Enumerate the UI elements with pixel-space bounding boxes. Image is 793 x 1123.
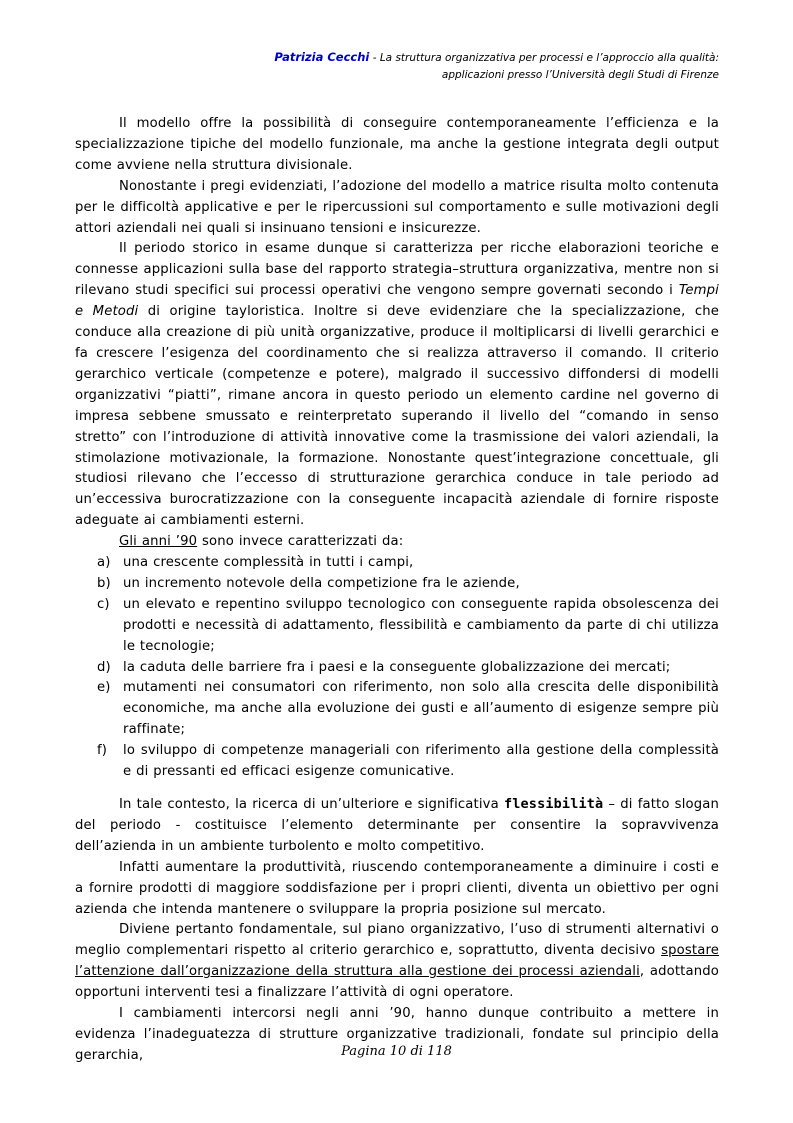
paragraph-4-underlined: Gli anni ’90 <box>119 534 198 550</box>
paragraph-4 <box>75 532 719 553</box>
list-item <box>75 574 719 595</box>
list-item <box>75 741 719 783</box>
paragraph-6: Infatti aumentare la produttività, riuscendo contemporaneamente a diminuire i costi e a fornire prodotti di maggiore soddisfazione per i propri clienti, diventa un obiettivo per ogni azienda che intenda mantenere o sviluppare la propria posizione sul mercato. <box>75 859 719 917</box>
paragraph-7-underlined: spostare l’attenzione dall’organizzazione della struttura alla gestione dei processi aziendali <box>75 943 719 980</box>
header-title-line-2: applicazioni presso l’Università degli Studi di Firenze <box>441 69 719 81</box>
list-item <box>75 553 719 574</box>
paragraph-3-italic-term: Tempi e Metodi <box>75 283 719 320</box>
document-body <box>75 114 719 1067</box>
header-separator: - <box>369 52 380 64</box>
paragraph-7-text-b: , adottando opportuni interventi tesi a finalizzare l’attività di ogni operatore. <box>75 964 719 1001</box>
paragraph-8: I cambiamenti intercorsi negli anni ’90, hanno dunque contribuito a mettere in evidenza l’inadeguatezza di strutture organizzative tradizionali, fondate sul principio della gerarchia, <box>75 1006 719 1063</box>
paragraph-2: Nonostante i pregi evidenziati, l’adozione del modello a matrice risulta molto contenuta per le difficoltà applicative e per le ripercussioni sul comportamento e sulle motivazioni degli attori aziendali nei quali si insinuano tensioni e insicurezze. <box>75 178 719 236</box>
list-item-text: lo sviluppo di competenze manageriali con riferimento alla gestione della complessità e di pressanti ed efficaci esigenze comunicative. <box>123 743 719 780</box>
paragraph-3-text-a: Il periodo storico in esame dunque si caratterizza per ricche elaborazioni teoriche e connesse applicazioni sulla base del rapporto strategia–struttura organizzativa, mentre non si rilevano studi specifici sui processi operativi che vengono sempre governati secondo i <box>75 241 719 299</box>
paragraph-5-text-b: – di fatto slogan del periodo - costituisce l’elemento determinante per consentire la sopravvivenza dell’azienda in un ambiente turbolento e molto competitivo. <box>75 797 719 854</box>
page-number: Pagina 10 di 118 <box>341 1044 452 1059</box>
list-item-label: b) <box>97 575 111 591</box>
header-title-line-1: La struttura organizzativa per processi e l’approccio alla qualità: <box>379 52 719 64</box>
paragraph-7-text-a: Diviene pertanto fondamentale, sul piano organizzativo, l’uso di strumenti alternativi o meglio complementari rispetto al criterio gerarchico e, soprattutto, diventa decisivo <box>75 922 719 959</box>
paragraph-5-text-a: In tale contesto, la ricerca di un’ulteriore e significativa <box>119 797 504 812</box>
paragraph-5-bold-term: flessibilità <box>503 796 604 812</box>
paragraph-4-text: sono invece caratterizzati da: <box>197 534 404 550</box>
list-item-label: e) <box>97 680 111 696</box>
paragraph-3 <box>75 239 719 532</box>
header-line-1 <box>159 49 719 67</box>
spacer <box>75 783 719 794</box>
list-item <box>75 658 719 679</box>
list-item <box>75 678 719 741</box>
list-item-label: a) <box>97 555 111 571</box>
header-author: Patrizia Cecchi <box>274 50 370 64</box>
list-item-label: f) <box>97 743 108 759</box>
list-item-label: d) <box>97 659 111 675</box>
paragraph-3-text-b: di origine tayloristica. Inoltre si deve evidenziare che la specializzazione, che conduce alla creazione di più unità organizzative, produce il moltiplicarsi di livelli gerarchici e fa crescere l’esigenza del coordinamento che si realizza attraverso il comando. Il criterio gerarchico verticale (competenze e potere), malgrado il successivo diffondersi di modelli organizzativi “piatti”, rimane ancora in questo periodo un elemento cardine nel governo di impresa sebbene smussato e reinterpretato superando il livello del “comando in senso stretto” con l’introduzione di attività innovative come la trasmissione dei valori aziendali, la stimolazione motivazionale, la formazione. Nonostante quest’integrazione concettuale, gli studiosi rilevano che l’eccesso di strutturazione gerarchica conduce in tale periodo ad un’eccessiva burocratizzazione con la conseguente incapacità aziendale di fornire risposte adeguate ai cambiamenti esterni. <box>75 304 719 529</box>
paragraph-1: Il modello offre la possibilità di conseguire contemporaneamente l’efficienza e la specializzazione tipiche del modello funzionale, ma anche la gestione integrata degli output come avviene nella struttura divisionale. <box>75 116 719 173</box>
paragraph-5 <box>75 794 719 858</box>
running-header <box>159 49 719 84</box>
paragraph-7 <box>75 920 719 1004</box>
list-item <box>75 595 719 658</box>
list-item-text: mutamenti nei consumatori con riferimento, non solo alla crescita delle disponibilità economiche, ma anche alla evoluzione dei gusti e all’aumento di esigenze sempre più raffinate; <box>123 680 719 738</box>
list-item-label: c) <box>97 596 110 612</box>
list-item-text: un incremento notevole della competizione fra le aziende, <box>123 575 520 591</box>
list-item-text: un elevato e repentino sviluppo tecnologico con conseguente rapida obsolescenza dei prodotti e necessità di adattamento, flessibilità e cambiamento da parte di chi utilizza le tecnologie; <box>123 596 719 654</box>
list-item-text: una crescente complessità in tutti i campi, <box>123 555 414 571</box>
characteristics-list <box>75 553 719 783</box>
list-item-text: la caduta delle barriere fra i paesi e la conseguente globalizzazione dei mercati; <box>123 659 671 675</box>
